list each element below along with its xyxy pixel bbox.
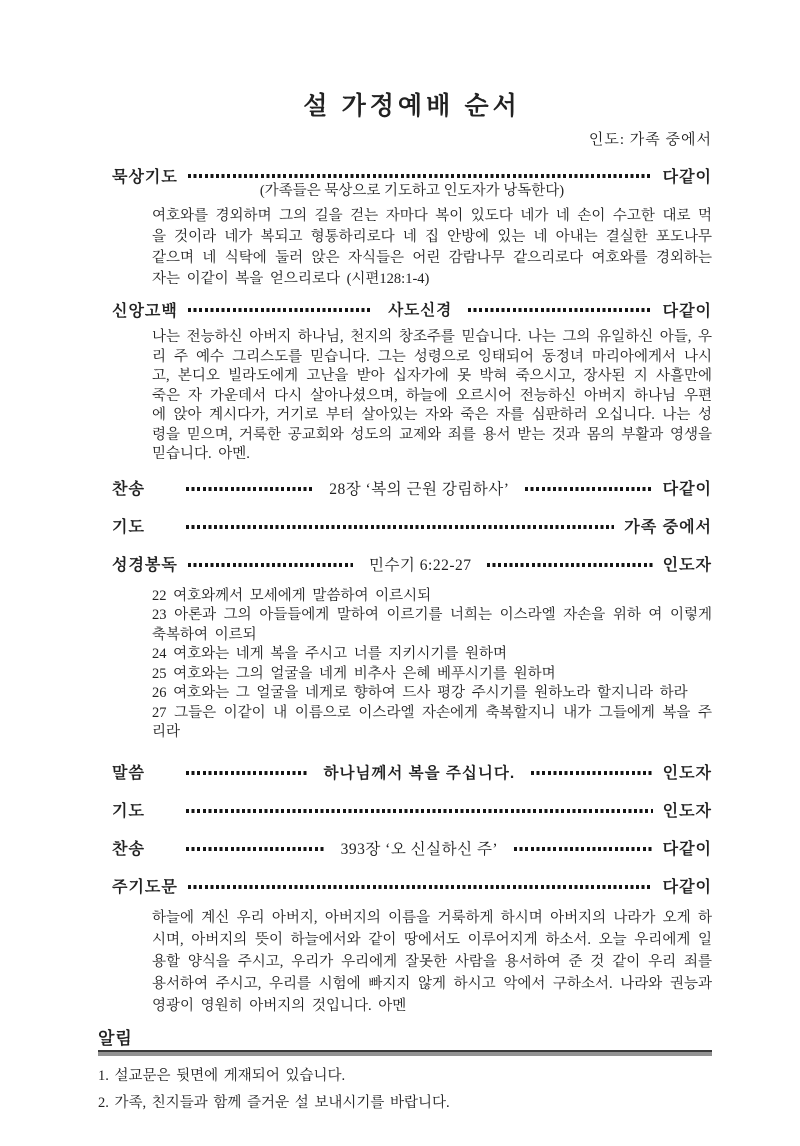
row-label: 찬송	[112, 481, 145, 498]
row-right: 다같이	[662, 168, 712, 186]
leader-dots	[186, 847, 325, 851]
psalm-text: 여호와를 경외하며 그의 길을 걷는 자마다 복이 있도다 네가 네 손이 수고한 대로 먹을 것이라 네가 복되고 형통하리로다 네 집 안방에 있는 네 아내는 결실한 포도나무 같으며 네 식탁에 둘러 앉은 자식들은 어린 감람나무 같으리로다 여호와를 경외하는 자는 이같이 복을 얻으리로다 (시편128:1-4)	[152, 208, 712, 287]
leader-dots	[487, 563, 652, 567]
row-right: 가족 중에서	[624, 519, 712, 536]
page-title: 설 가정예배 순서	[303, 93, 521, 120]
row-right: 인도자	[662, 557, 712, 574]
order-row-prayer-2	[112, 799, 712, 821]
leader-note: 인도: 가족 중에서	[588, 132, 712, 148]
row-center: 28장 ‘복의 근원 강림하사’	[329, 480, 510, 498]
scripture-verses	[112, 587, 712, 743]
notice-section	[98, 1029, 712, 1117]
row-center: 하나님께서 복을 주십니다.	[323, 764, 516, 782]
row-right: 인도자	[662, 803, 712, 820]
leader-dots	[531, 771, 653, 775]
lords-prayer-text: 하늘에 계신 우리 아버지, 아버지의 이름을 거룩하게 하시며 아버지의 나라가 오게 하시며, 아버지의 뜻이 하늘에서와 같이 땅에서도 이루어지게 하소서. 오늘 우리에게 일용할 양식을 주시고, 우리가 우리에게 잘못한 사람을 용서하여 준 것 같이 우리 죄를 용서하여 주시고, 우리를 시험에 빠지지 않게 하시고 악에서 구하소서. 나라와 권능과 영광이 영원히 아버지의 것입니다. 아멘	[152, 909, 712, 1014]
scripture-verse: 24 여호와는 네게 복을 주시고 너를 지키시기를 원하며	[152, 646, 508, 662]
scripture-verse: 25 여호와는 그의 얼굴을 네게 비추사 은혜 베푸시기를 원하며	[152, 665, 556, 682]
row-label: 기도	[112, 519, 145, 536]
notice-items	[98, 1063, 712, 1117]
order-row-lords-prayer	[112, 875, 712, 897]
row-right: 다같이	[662, 841, 713, 858]
row-center: 민수기 6:22-27	[368, 556, 472, 574]
leader-dots	[188, 308, 372, 312]
notice-heading: 알림	[98, 1029, 712, 1052]
order-row-creed	[112, 298, 712, 320]
leader-dots	[188, 174, 653, 178]
order-row-hymn-1	[112, 477, 712, 499]
creed-text: 나는 전능하신 아버지 하나님, 천지의 창조주를 믿습니다. 나는 그의 유일하신 아들, 우리 주 예수 그리스도를 믿습니다. 그는 성령으로 잉태되어 동정녀 마리아에게서 나시고, 본디오 빌라도에게 고난을 받아 십자가에 못 박혀 죽으시고, 장사된 지 사흘만에 죽은 자 가운데서 다시 살아나셨으며, 하늘에 오르시어 전능하신 아버지 하나님 우편에 앉아 계시다가, 거기로 부터 살아있는 자와 죽은 자를 심판하러 오십니다. 나는 성령을 믿으며, 거룩한 공교회와 성도의 교제와 죄를 용서 받는 것과 몸의 부활과 영생을 믿습니다. 아멘.	[152, 329, 712, 462]
row-right: 다같이	[662, 481, 712, 498]
notice-rule	[98, 1052, 712, 1056]
row-label: 기도	[112, 803, 145, 820]
scripture-verse: 27 그들은 이같이 내 이름으로 이스라엘 자손에게 축복할지니 내가 그들에게 복을 주리라	[152, 704, 712, 740]
scripture-verse: 23 아론과 그의 아들들에게 말하여 이르기를 너희는 이스라엘 자손을 위하 여 이렇게 축복하여 이르되	[152, 607, 712, 643]
order-row-sermon	[112, 761, 712, 783]
row-label: 주기도문	[112, 879, 178, 896]
leader-dots	[468, 308, 652, 312]
leader-dots	[188, 563, 353, 567]
scripture-verse: 22 여호와께서 모세에게 말씀하여 이르시되	[152, 587, 432, 604]
row-label: 말씀	[112, 765, 145, 782]
notice-item: 2. 가족, 친지들과 함께 즐거운 설 보내시기를 바랍니다.	[98, 1094, 450, 1111]
leader-dots	[525, 487, 652, 491]
leader-dots	[186, 487, 313, 491]
scripture-verse: 26 여호와는 그 얼굴을 네게로 향하여 드사 평강 주시기를 원하노라 할지니라 하라	[152, 685, 688, 701]
row-label: 묵상기도	[112, 168, 178, 186]
order-row-prayer-1	[112, 515, 712, 537]
meditation-note: (가족들은 묵상으로 기도하고 인도자가 낭독한다)	[259, 183, 565, 199]
row-center: 393장 ‘오 신실하신 주’	[340, 840, 499, 858]
row-center: 사도신경	[388, 302, 453, 319]
row-right: 다같이	[662, 302, 713, 320]
row-label: 성경봉독	[112, 557, 178, 574]
row-right: 다같이	[662, 879, 712, 896]
leader-dots	[188, 885, 653, 889]
leader-dots	[514, 847, 653, 851]
order-row-hymn-2	[112, 837, 712, 859]
notice-item: 1. 설교문은 뒷면에 게재되어 있습니다.	[98, 1067, 346, 1084]
row-label: 신앙고백	[112, 302, 178, 320]
leader-dots	[186, 525, 614, 529]
order-row-scripture	[112, 553, 712, 575]
row-right: 인도자	[662, 765, 712, 782]
leader-dots	[186, 771, 308, 775]
leader-dots	[186, 809, 653, 813]
row-label: 찬송	[112, 841, 145, 858]
